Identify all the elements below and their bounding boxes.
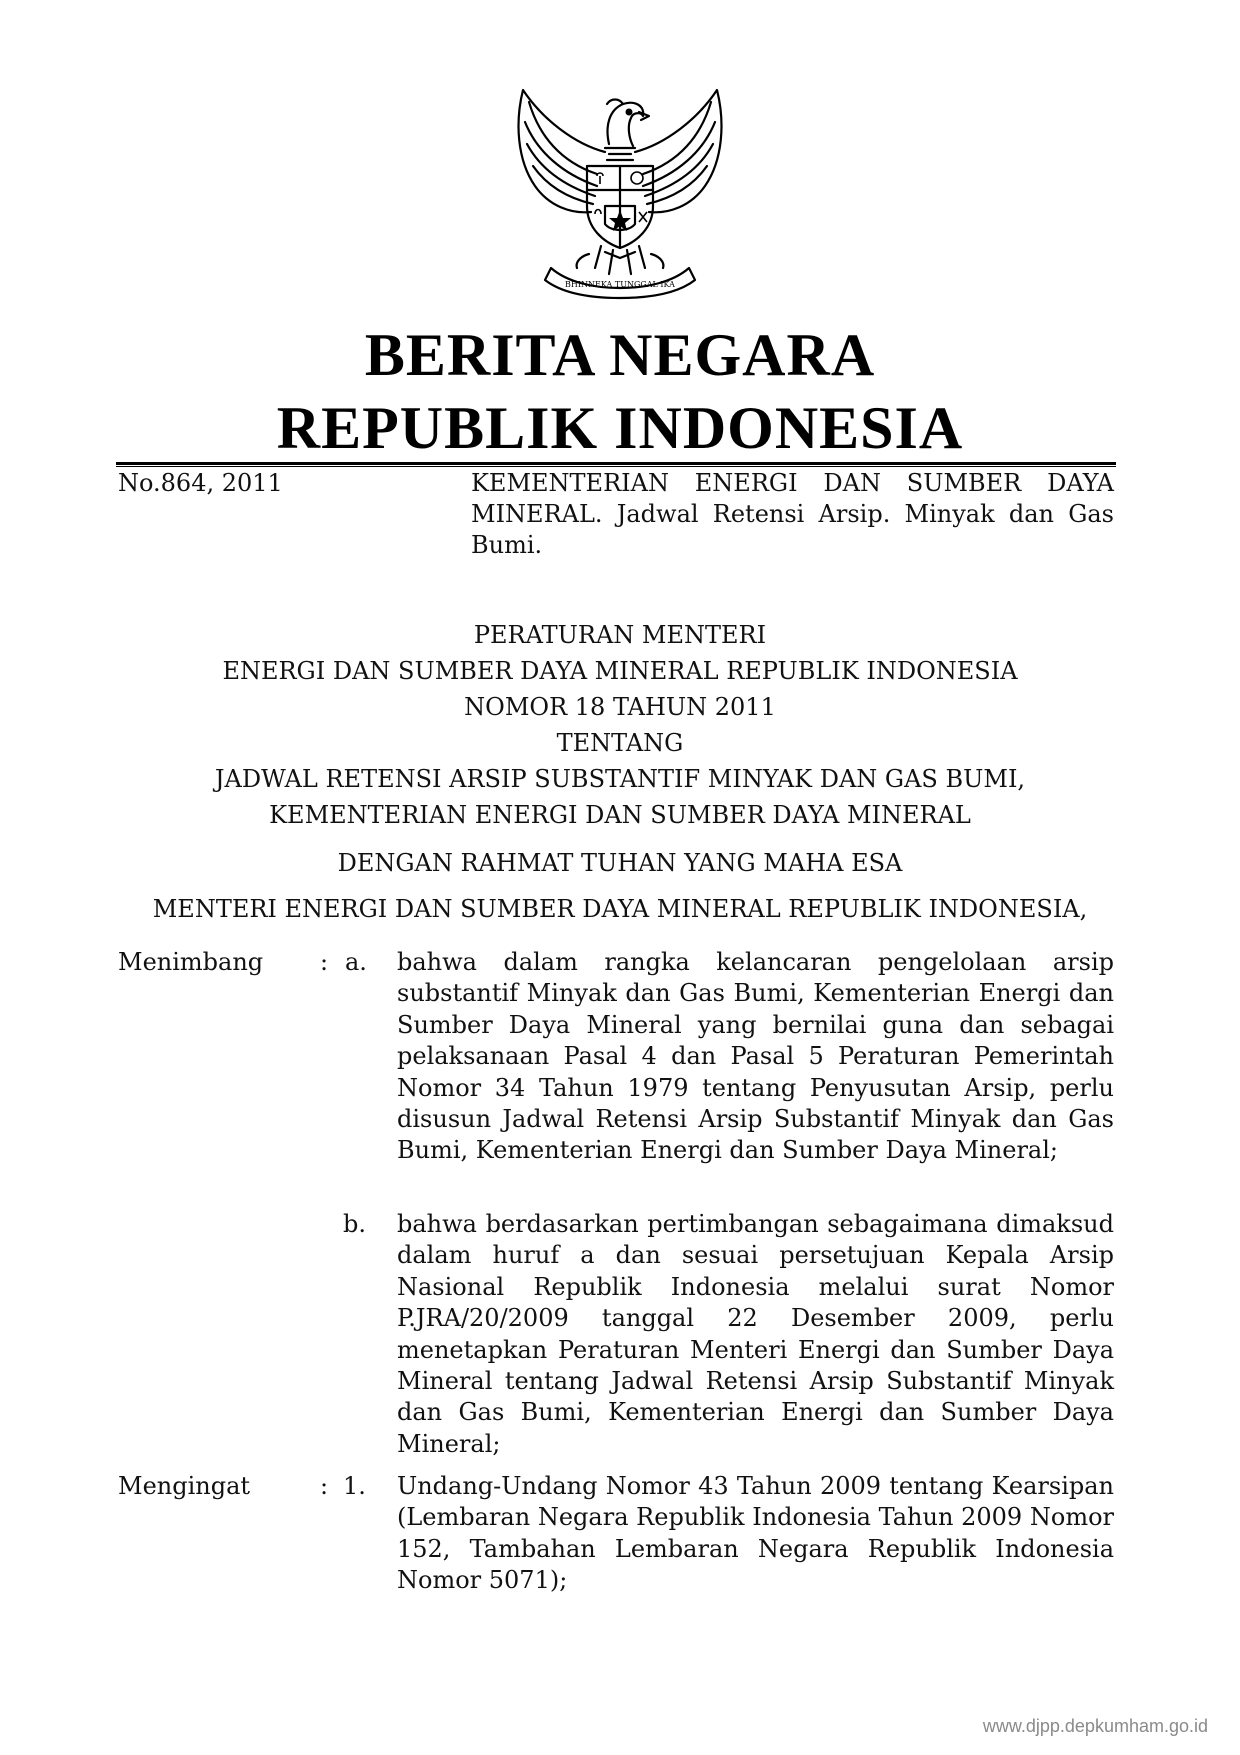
title-line: JADWAL RETENSI ARSIP SUBSTANTIF MINYAK DAN GAS BUMI,: [214, 765, 1026, 793]
title-line: NOMOR 18 TAHUN 2011: [464, 693, 776, 721]
section-label-menimbang: Menimbang: [118, 948, 264, 976]
section-label-mengingat: Mengingat: [118, 1472, 251, 1500]
emblem-motto: BHINNEKA TUNGGAL IKA: [565, 280, 675, 289]
masthead-line1: BERITA NEGARA: [364, 322, 876, 388]
title-line: ENERGI DAN SUMBER DAYA MINERAL REPUBLIK INDONESIA: [222, 657, 1018, 685]
item-text: bahwa dalam rangka kelancaran pengelolaan arsip substantif Minyak dan Gas Bumi, Kementerian Energi dan Sumber Daya Mineral yang bernilai guna dan sebagai pelaksanaan Pasal 4 dan Pasal 5 Peraturan Pemerintah Nomor 34 Tahun 1979 tentang Penyusutan Arsip, perlu disusun Jadwal Retensi Arsip Substantif Minyak dan Gas Bumi, Kementerian Energi dan Sumber Daya Mineral;: [397, 948, 1114, 1165]
title-line: PERATURAN MENTERI: [473, 621, 767, 649]
section-colon: :: [320, 1472, 329, 1500]
invocation: DENGAN RAHMAT TUHAN YANG MAHA ESA: [337, 849, 903, 877]
document-subject: KEMENTERIAN ENERGI DAN SUMBER DAYA MINERAL. Jadwal Retensi Arsip. Minyak dan Gas Bumi.: [471, 469, 1114, 559]
document-number: No.864, 2011: [118, 469, 283, 497]
title-line: KEMENTERIAN ENERGI DAN SUMBER DAYA MINERAL: [269, 801, 971, 829]
item-text: Undang-Undang Nomor 43 Tahun 2009 tentang Kearsipan (Lembaran Negara Republik Indonesia Tahun 2009 Nomor 152, Tambahan Lembaran Negara Republik Indonesia Nomor 5071);: [397, 1472, 1114, 1595]
item-text: bahwa berdasarkan pertimbangan sebagaimana dimaksud dalam huruf a dan sesuai persetujuan Kepala Arsip Nasional Republik Indonesia melalui surat Nomor P.JRA/20/2009 tanggal 22 Desember 2009, perlu menetapkan Peraturan Menteri Energi dan Sumber Daya Mineral tentang Jadwal Retensi Arsip Substantif Minyak dan Gas Bumi, Kementerian Energi dan Sumber Daya Mineral;: [397, 1210, 1114, 1458]
item-marker: b.: [343, 1210, 366, 1238]
section-colon: :: [320, 948, 329, 976]
title-line: TENTANG: [556, 729, 684, 757]
item-marker: 1.: [343, 1472, 366, 1500]
masthead-rule: [116, 462, 1116, 467]
masthead-line2: REPUBLIK INDONESIA: [276, 395, 964, 461]
issuer: MENTERI ENERGI DAN SUMBER DAYA MINERAL REPUBLIK INDONESIA,: [152, 895, 1088, 923]
footer-url: www.djpp.depkumham.go.id: [982, 1716, 1208, 1736]
garuda-emblem: [505, 82, 735, 300]
item-marker: a.: [345, 948, 367, 976]
